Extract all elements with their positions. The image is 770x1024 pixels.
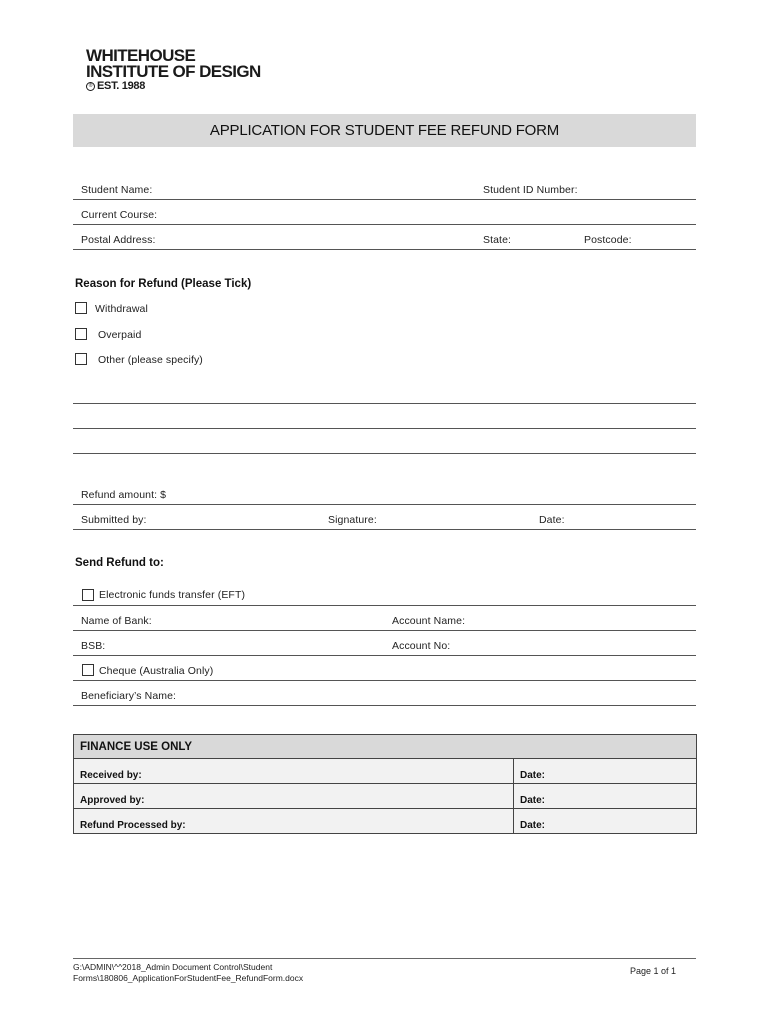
state-label: State: [483, 234, 512, 246]
postal-address-line[interactable] [73, 249, 696, 250]
footer-page-number: Page 1 of 1 [630, 966, 677, 976]
specify-line-1[interactable] [73, 403, 696, 404]
table-row [74, 759, 697, 784]
specify-line-2[interactable] [73, 428, 696, 429]
registered-mark-icon: ® [86, 82, 95, 91]
bank-name-label: Name of Bank: [81, 615, 152, 627]
withdrawal-label: Withdrawal [95, 303, 148, 315]
date-label: Date: [539, 514, 565, 526]
submitted-by-label: Submitted by: [81, 514, 147, 526]
approved-by-cell[interactable]: Approved by: [74, 784, 514, 809]
refund-amount-line[interactable] [73, 504, 696, 505]
logo-line-2: INSTITUTE OF DESIGN [86, 62, 261, 81]
beneficiary-line[interactable] [73, 705, 696, 706]
logo-line-3 [86, 80, 261, 93]
footer-divider [73, 958, 696, 959]
student-id-label: Student ID Number: [483, 184, 578, 196]
account-name-label: Account Name: [392, 615, 466, 627]
overpaid-checkbox[interactable] [75, 328, 87, 340]
finance-heading: FINANCE USE ONLY [74, 735, 697, 759]
withdrawal-checkbox[interactable] [75, 302, 87, 314]
cheque-checkbox[interactable] [82, 664, 94, 676]
reason-heading: Reason for Refund (Please Tick) [75, 278, 252, 290]
current-course-line[interactable] [73, 224, 696, 225]
logo-established: EST. 1988 [97, 80, 146, 92]
student-name-label: Student Name: [81, 184, 153, 196]
refund-amount-label: Refund amount: $ [81, 489, 167, 501]
other-checkbox[interactable] [75, 353, 87, 365]
eft-line [73, 605, 696, 606]
footer-file-path: G:\ADMIN\^^2018_Admin Document Control\Student Forms\180806_ApplicationForStudentFee_RefundForm.docx [73, 962, 304, 983]
postcode-label: Postcode: [584, 234, 632, 246]
logo-line-1: WHITEHOUSE [86, 46, 196, 65]
cheque-label: Cheque (Australia Only) [99, 665, 214, 677]
beneficiary-label: Beneficiary’s Name: [81, 690, 177, 702]
table-row [74, 809, 697, 834]
received-date-cell[interactable]: Date: [514, 759, 697, 784]
account-no-label: Account No: [392, 640, 451, 652]
received-by-cell[interactable]: Received by: [74, 759, 514, 784]
send-refund-heading: Send Refund to: [75, 557, 164, 569]
bank-name-line[interactable] [73, 630, 696, 631]
overpaid-label: Overpaid [98, 329, 142, 341]
approved-date-cell[interactable]: Date: [514, 784, 697, 809]
processed-by-cell[interactable]: Refund Processed by: [74, 809, 514, 834]
current-course-label: Current Course: [81, 209, 158, 221]
table-row [74, 784, 697, 809]
specify-line-3[interactable] [73, 453, 696, 454]
student-name-line[interactable] [73, 199, 696, 200]
eft-label: Electronic funds transfer (EFT) [99, 589, 246, 601]
processed-date-cell[interactable]: Date: [514, 809, 697, 834]
eft-checkbox[interactable] [82, 589, 94, 601]
other-label: Other (please specify) [98, 354, 203, 366]
cheque-line [73, 680, 696, 681]
postal-address-label: Postal Address: [81, 234, 156, 246]
form-title: APPLICATION FOR STUDENT FEE REFUND FORM [73, 114, 696, 147]
institute-logo [86, 48, 261, 93]
bsb-line[interactable] [73, 655, 696, 656]
signature-label: Signature: [328, 514, 377, 526]
submitted-by-line[interactable] [73, 529, 696, 530]
bsb-label: BSB: [81, 640, 106, 652]
finance-table [73, 734, 697, 834]
